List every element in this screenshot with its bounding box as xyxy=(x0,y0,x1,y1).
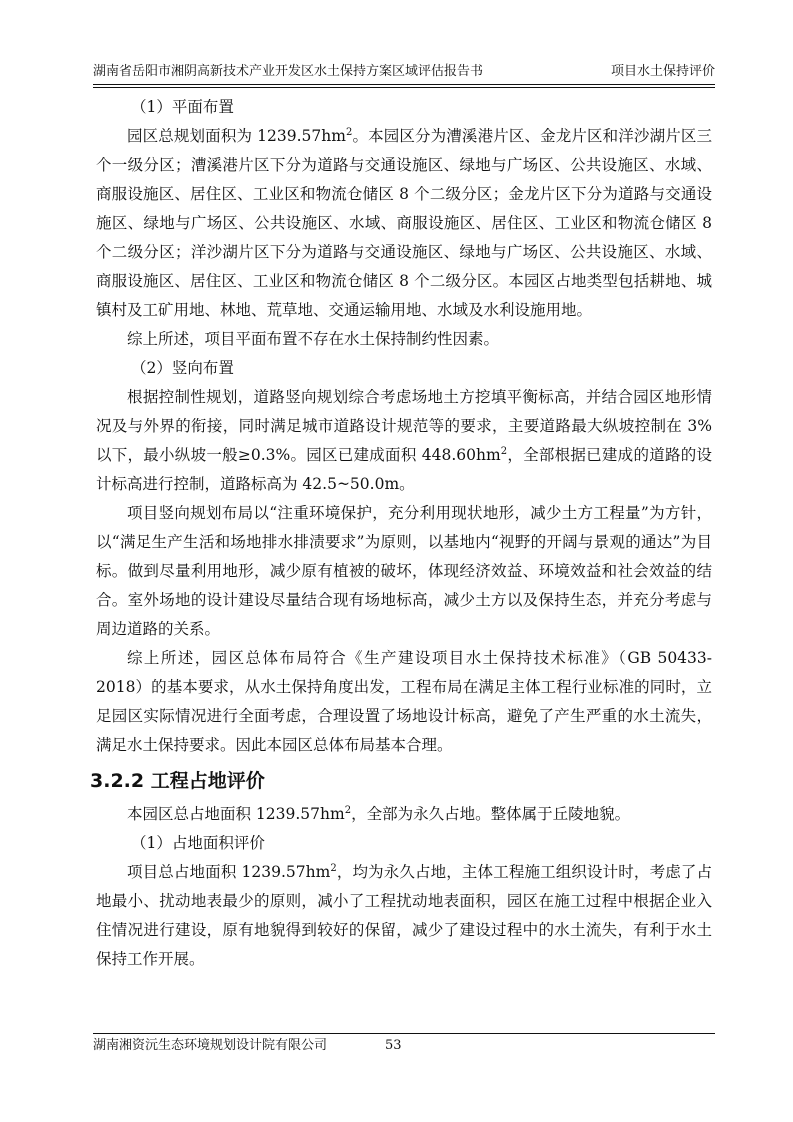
paragraph-road-gradient: 根据控制性规划，道路竖向规划综合考虑场地土方挖填平衡标高，并结合园区地形情况及与外界的衔接，同时满足城市道路设计规范等的要求，主要道路最大纵坡控制在 3%以下，最小纵坡一般≥0.3%。园区已建成面积 $448.60hm^2$，全部根据已建成的道路的设计标高进行控制，道路标高为 42.5~50.0m。 xyxy=(96,388,712,493)
footer-company: 湖南湘资沅生态环境规划设计院有限公司 xyxy=(93,1038,328,1053)
page-content xyxy=(90,93,712,974)
paragraph-vertical-principles: 项目竖向规划布局以“注重环境保护，充分利用现状地形，减少土方工程量”为方针，以“满足生产生活和场地排水排渍要求”为原则，以基地内“视野的开阔与景观的通达”为目标。做到尽量利用地形，减少原有植被的破坏，体现经济效益、环境效益和社会效益的结合。室外场地的设计建设尽量结合现有场地标高，减少土方以及保持生态，并充分考虑与周边道路的关系。 xyxy=(96,504,712,638)
subheading-vertical-layout: （2）竖向布置 xyxy=(131,359,234,377)
paragraph-land-area-evaluation: 项目总占地面积 $1239.57hm^2$，均为永久占地，主体工程施工组织设计时，考虑了占地最小、扰动地表最少的原则，减小了工程扰动地表面积，园区在施工过程中根据企业入住情况进行建设，原有地貌得到较好的保留，减少了建设过程中的水土流失，有利于水土保持工作开展。 xyxy=(96,863,712,968)
header-report-title: 湖南省岳阳市湘阴高新技术产业开发区水土保持方案区域评估报告书 xyxy=(93,64,484,79)
page-number: 53 xyxy=(385,1038,402,1053)
paragraph-total-land: 本园区总占地面积 $1239.57hm^2$，全部为永久占地。整体属于丘陵地貌。 xyxy=(127,805,631,823)
paragraph-plan-summary: 综上所述，项目平面布置不存在水土保持制约性因素。 xyxy=(127,330,500,348)
subheading-layout-plan: （1）平面布置 xyxy=(131,98,234,116)
subheading-land-area-evaluation: （1）占地面积评价 xyxy=(131,834,265,852)
paragraph-layout-conclusion: 综上所述，园区总体布局符合《生产建设项目水土保持技术标准》（GB 50433-2018）的基本要求，从水土保持角度出发，工程布局在满足主体工程行业标准的同时，立足园区实际情况进行全面考虑，合理设置了场地设计标高，避免了产生严重的水土流失，满足水土保持要求。因此本园区总体布局基本合理。 xyxy=(96,649,712,754)
header-divider xyxy=(93,84,715,88)
section-heading-land-use: 3.2.2 工程占地评价 xyxy=(90,770,265,792)
header-chapter-title: 项目水土保持评价 xyxy=(610,64,715,79)
footer-divider xyxy=(93,1033,715,1034)
paragraph-plan-area: 园区总规划面积为 $1239.57hm^2$。本园区分为漕溪港片区、金龙片区和洋沙湖片区三个一级分区；漕溪港片区下分为道路与交通设施区、绿地与广场区、公共设施区、水域、商服设施区、居住区、工业区和物流仓储区 8 个二级分区；金龙片区下分为道路与交通设施区、绿地与广场区、公共设施区、水域、商服设施区、居住区、工业区和物流仓储区 8 个二级分区；洋沙湖片区下分为道路与交通设施区、绿地与广场区、公共设施区、水域、商服设施区、居住区、工业区和物流仓储区 8 个二级分区。本园区占地类型包括耕地、城镇村及工矿用地、林地、荒草地、交通运输用地、水域及水利设施用地。 xyxy=(96,127,712,319)
